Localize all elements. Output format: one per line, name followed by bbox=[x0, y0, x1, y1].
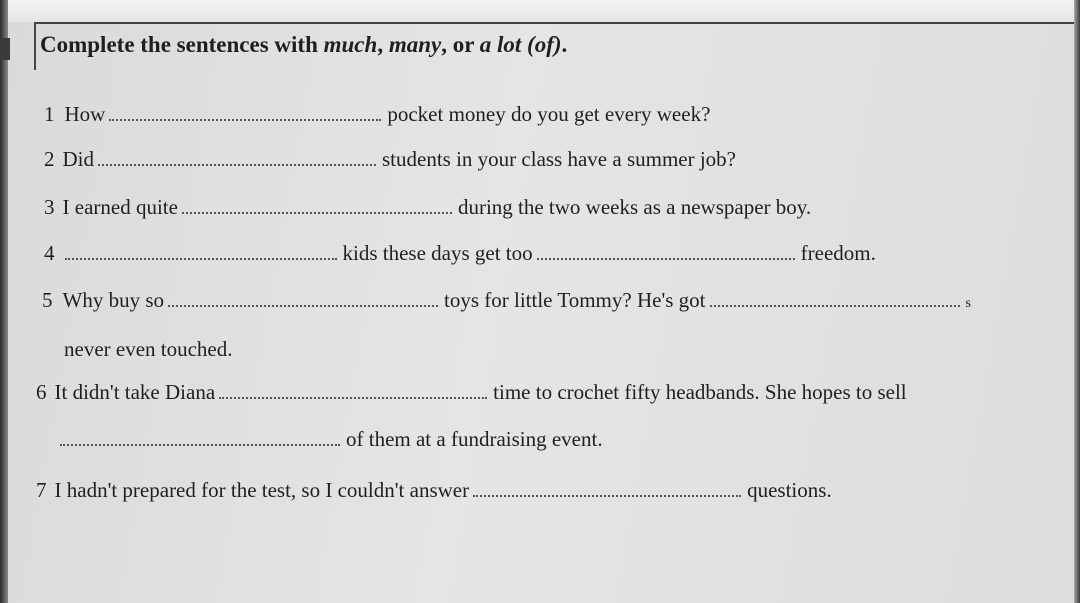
sentence-3 bbox=[44, 195, 811, 220]
sentence-text: I earned quite bbox=[62, 195, 178, 219]
instructions-separator: , bbox=[377, 32, 389, 57]
instructions-text: Complete the sentences with bbox=[40, 32, 324, 57]
sentence-1 bbox=[44, 102, 710, 127]
answer-blank[interactable] bbox=[537, 244, 795, 260]
item-number: 4 bbox=[44, 241, 55, 265]
item-number: 3 bbox=[44, 195, 55, 219]
answer-blank[interactable] bbox=[168, 291, 438, 307]
page-left-edge bbox=[0, 0, 8, 603]
sentence-text: Did bbox=[62, 147, 94, 171]
sentence-6-continuation bbox=[60, 427, 603, 452]
sentence-5-continuation bbox=[64, 337, 233, 362]
sentence-text: questions. bbox=[747, 478, 832, 502]
item-number: 6 bbox=[36, 380, 47, 404]
page-top-margin bbox=[0, 0, 1080, 22]
sentence-text: How bbox=[64, 102, 106, 126]
sentence-text: students in your class have a summer job? bbox=[382, 147, 737, 171]
answer-blank[interactable] bbox=[473, 481, 741, 497]
answer-blank[interactable] bbox=[710, 291, 960, 307]
item-number: 7 bbox=[36, 478, 47, 502]
sentence-text: during the two weeks as a newspaper boy. bbox=[457, 195, 812, 219]
item-number: 1 bbox=[44, 102, 55, 126]
sentence-text: It didn't take Diana bbox=[54, 380, 216, 404]
item-number: 5 bbox=[42, 288, 53, 312]
sentence-text: toys for little Tommy? He's got bbox=[444, 288, 706, 312]
answer-blank[interactable] bbox=[65, 244, 337, 260]
item-number: 2 bbox=[44, 147, 55, 171]
option-many: many bbox=[388, 32, 442, 57]
sentence-text-cutoff: s bbox=[965, 296, 971, 311]
sentence-text: time to crochet fifty headbands. She hopes to sell bbox=[493, 380, 907, 404]
sentence-text: I hadn't prepared for the test, so I couldn't answer bbox=[54, 478, 470, 502]
option-much: much bbox=[323, 32, 378, 57]
sentence-4 bbox=[44, 241, 876, 266]
sentence-5 bbox=[42, 288, 971, 313]
instructions-period: . bbox=[561, 32, 568, 57]
option-a-lot-of: a lot (of) bbox=[479, 32, 562, 57]
sentence-text: freedom. bbox=[800, 241, 876, 265]
answer-blank[interactable] bbox=[60, 430, 340, 446]
sentence-text: Why buy so bbox=[62, 288, 164, 312]
sentence-text: of them at a fundraising event. bbox=[346, 427, 603, 451]
sentence-text: never even touched. bbox=[64, 337, 233, 361]
answer-blank[interactable] bbox=[109, 105, 381, 121]
answer-blank[interactable] bbox=[219, 383, 487, 399]
answer-blank[interactable] bbox=[182, 198, 452, 214]
sentence-7 bbox=[36, 478, 832, 503]
exercise-number-marker bbox=[0, 38, 10, 60]
sentence-2 bbox=[44, 147, 736, 172]
sentence-text: pocket money do you get every week? bbox=[387, 102, 711, 126]
instructions-separator: , or bbox=[441, 32, 480, 57]
sentence-6 bbox=[36, 380, 907, 405]
page-right-edge bbox=[1074, 0, 1080, 603]
exercise-instructions bbox=[40, 32, 567, 58]
answer-blank[interactable] bbox=[98, 150, 376, 166]
sentence-text: kids these days get too bbox=[342, 241, 533, 265]
